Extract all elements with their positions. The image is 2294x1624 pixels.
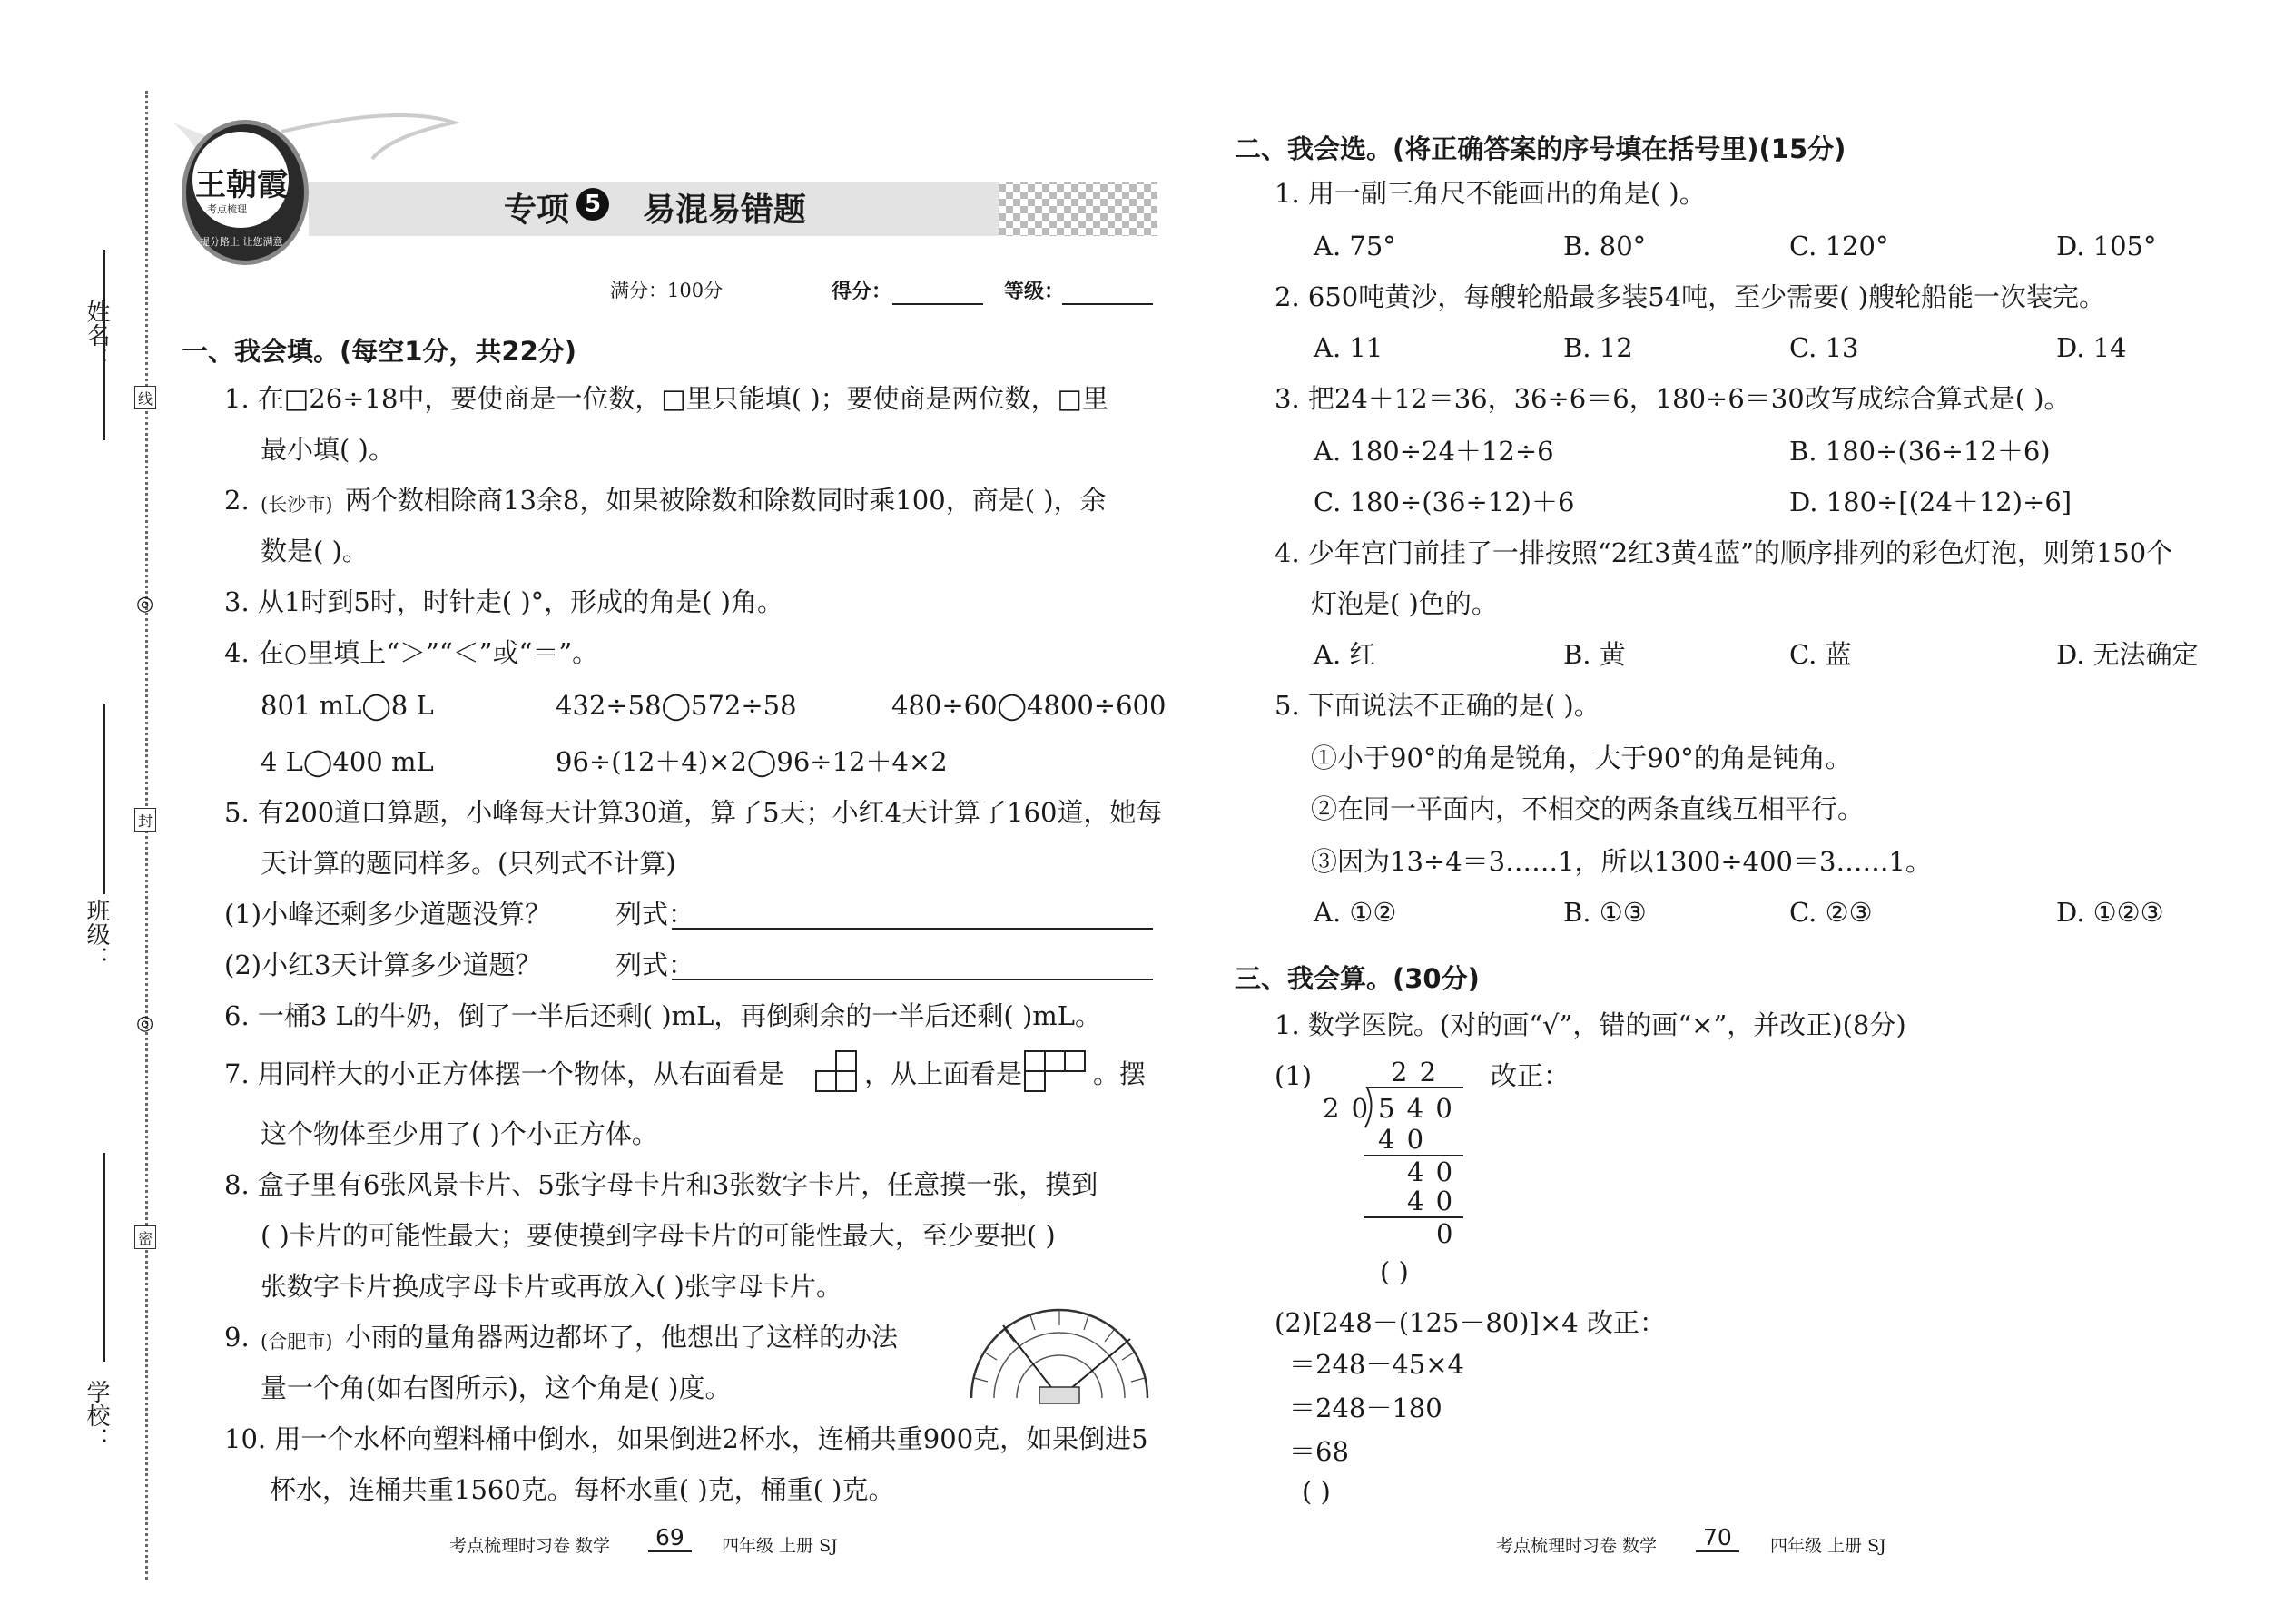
s1-q5-answer-line[interactable] xyxy=(672,979,1153,980)
s1-q5-sub1: (1)小峰还剩多少道题没算？ xyxy=(224,899,552,930)
s1-q6: 6. 一桶3 L的牛奶，倒了一半后还剩( )mL，再倒剩余的一半后还剩( )mL。 xyxy=(224,1000,1102,1031)
s1-q2-line2: 数是( )。 xyxy=(261,536,369,566)
division-step: 4 0 xyxy=(1407,1186,1455,1216)
s1-q10-line2: 杯水，连桶共重1560克。每杯水重( )克，桶重( )克。 xyxy=(270,1474,895,1505)
page-title: 易混易错题 xyxy=(643,192,807,229)
s1-q4-item: 4 L◯400 mL xyxy=(261,746,434,777)
binding-dotted-line xyxy=(145,91,148,1580)
section3-title: 三、我会算。(30分) xyxy=(1235,963,1480,994)
s1-q7-line2: 这个物体至少用了( )个小正方体。 xyxy=(261,1118,658,1149)
s1-q3: 3. 从1时到5时，时针走( )°，形成的角是( )角。 xyxy=(224,586,783,617)
s2-q2-option[interactable]: A. 11 xyxy=(1314,332,1383,363)
score-label: 得分： xyxy=(832,281,892,303)
s1-q7-text1: 7. 用同样大的小正方体摆一个物体，从右面看是 xyxy=(224,1058,784,1089)
name-field[interactable] xyxy=(103,250,105,440)
s3-p2-judge[interactable]: ( ) xyxy=(1302,1476,1331,1507)
s2-q3-option[interactable]: C. 180÷(36÷12)＋6 xyxy=(1314,487,1575,517)
s1-q1-line2: 最小填( )。 xyxy=(261,434,395,465)
binding-hole-icon: ◎ xyxy=(136,593,154,615)
protractor-figure xyxy=(962,1307,1157,1407)
s2-q5-option[interactable]: B. ①③ xyxy=(1563,897,1647,928)
division-divisor: 2 0 xyxy=(1323,1093,1371,1124)
school-label: 学校： xyxy=(83,1380,110,1451)
s1-q4: 4. 在○里填上“＞”“＜”或“＝”。 xyxy=(224,637,599,668)
s1-q4-item: 480÷60◯4800÷600 xyxy=(891,690,1167,721)
s3-p2-step: ＝248－45×4 xyxy=(1289,1349,1465,1380)
s2-q3-option[interactable]: B. 180÷(36÷12＋6) xyxy=(1789,436,2051,467)
s2-q1-option[interactable]: A. 75° xyxy=(1314,231,1396,261)
title-number-badge: 5 xyxy=(576,188,609,221)
s2-q4-option[interactable]: A. 红 xyxy=(1314,639,1376,670)
s2-q1-option[interactable]: C. 120° xyxy=(1789,231,1889,261)
s2-q3-option[interactable]: A. 180÷24＋12÷6 xyxy=(1314,436,1554,467)
s2-q4-option[interactable]: B. 黄 xyxy=(1563,639,1626,670)
school-field[interactable] xyxy=(103,1153,105,1362)
s3-p2-step: ＝68 xyxy=(1289,1436,1349,1467)
s1-q4-item: 96÷(12＋4)×2◯96÷12＋4×2 xyxy=(556,746,948,777)
s1-q2-num: 2. xyxy=(224,485,250,516)
s2-q5-option[interactable]: A. ①② xyxy=(1314,897,1397,928)
s3-p1-fix-label: 改正： xyxy=(1491,1060,1570,1091)
s2-q2-option[interactable]: C. 13 xyxy=(1789,332,1859,363)
name-label: 姓名： xyxy=(83,300,110,370)
section1-title: 一、我会填。(每空1分，共22分) xyxy=(182,336,577,367)
binding-box-feng: 封 xyxy=(134,808,156,832)
s2-q4-line2: 灯泡是( )色的。 xyxy=(1311,588,1498,619)
s3-p2-step: ＝248－180 xyxy=(1289,1393,1442,1423)
s3-q1: 1. 数学医院。(对的画“√”，错的画“×”，并改正)(8分) xyxy=(1275,1009,1906,1040)
s1-q5-line1: 5. 有200道口算题，小峰每天计算30道，算了5天；小红4天计算了160道，她每 xyxy=(224,797,1163,828)
s2-q5-statement: ①小于90°的角是锐角，大于90°的角是钝角。 xyxy=(1311,743,1852,773)
s2-q5-option[interactable]: D. ①②③ xyxy=(2056,897,2164,928)
s1-q1-line1: 1. 在□26÷18中，要使商是一位数，□里只能填( )；要使商是两位数，□里 xyxy=(224,383,1109,414)
class-field[interactable] xyxy=(103,704,105,894)
s3-p1-label: (1) xyxy=(1275,1060,1313,1091)
division-step: 4 0 xyxy=(1407,1156,1455,1187)
s2-q3-option[interactable]: D. 180÷[(24＋12)÷6] xyxy=(1789,487,2072,517)
s1-q5-line2: 天计算的题同样多。(只列式不计算) xyxy=(261,848,676,879)
top-view-icon xyxy=(1023,1049,1090,1095)
s1-q2-tag: (长沙市) xyxy=(261,494,333,516)
s1-q5-formula-label: 列式： xyxy=(615,899,695,930)
s1-q2-line1: 两个数相除商13余8，如果被除数和除数同时乘100，商是( )，余 xyxy=(345,485,1107,516)
s2-q4-option[interactable]: D. 无法确定 xyxy=(2056,639,2199,670)
s1-q5-answer-line[interactable] xyxy=(672,928,1153,930)
s1-q5-sub2: (2)小红3天计算多少道题？ xyxy=(224,950,542,980)
s2-q5-statement: ③因为13÷4＝3……1，所以1300÷400＝3……1。 xyxy=(1311,846,1932,877)
s3-p2-fix-label: 改正： xyxy=(1587,1307,1667,1338)
s1-q8-line3: 张数字卡片换成字母卡片或再放入( )张字母卡片。 xyxy=(261,1271,842,1302)
full-score: 满分：100分 xyxy=(610,280,724,301)
s1-q10-line1: 10. 用一个水杯向塑料桶中倒水，如果倒进2杯水，连桶共重900克，如果倒进5 xyxy=(224,1423,1148,1454)
s3-p1-judge[interactable]: ( ) xyxy=(1380,1256,1409,1287)
s1-q9-line1: 小雨的量角器两边都坏了，他想出了这样的办法 xyxy=(345,1322,899,1353)
section2-title: 二、我会选。(将正确答案的序号填在括号里)(15分) xyxy=(1235,133,1846,164)
s2-q2: 2. 650吨黄沙，每艘轮船最多装54吨，至少需要( )艘轮船能一次装完。 xyxy=(1275,281,2105,312)
s2-q4-option[interactable]: C. 蓝 xyxy=(1789,639,1852,670)
s3-p2-expr: (2)[248－(125－80)]×4 xyxy=(1275,1307,1579,1338)
division-dividend: 5 4 0 xyxy=(1378,1093,1454,1124)
s2-q3: 3. 把24＋12＝36，36÷6＝6，180÷6＝30改写成综合算式是( )。 xyxy=(1275,383,2071,414)
s1-q4-item: 432÷58◯572÷58 xyxy=(556,690,797,721)
logo-brand: 王朝霞 xyxy=(195,167,288,203)
grade-label: 等级： xyxy=(1004,281,1065,303)
s1-q8-line1: 8. 盒子里有6张风景卡片、5张字母卡片和3张数字卡片，任意摸一张，摸到 xyxy=(224,1169,1098,1200)
division-remainder: 0 xyxy=(1436,1218,1453,1249)
score-field[interactable] xyxy=(892,303,983,305)
binding-box-mi: 密 xyxy=(134,1225,156,1249)
logo-badge-bottom: 提分路上 让您满意 xyxy=(200,236,283,248)
footer-left-page: 69 xyxy=(648,1524,692,1552)
division-step: 4 0 xyxy=(1378,1124,1426,1155)
s2-q1: 1. 用一副三角尺不能画出的角是( )。 xyxy=(1275,178,1706,209)
binding-hole-icon: ◎ xyxy=(136,1012,154,1035)
footer-right-grade: 四年级 上册 SJ xyxy=(1770,1536,1886,1556)
right-view-icon xyxy=(814,1049,860,1095)
footer-right-text: 考点梳理时习卷 数学 xyxy=(1496,1536,1658,1556)
s2-q5-statement: ②在同一平面内，不相交的两条直线互相平行。 xyxy=(1311,793,1865,824)
s1-q4-item: 801 mL◯8 L xyxy=(261,690,434,721)
s1-q7-text2: ，从上面看是 xyxy=(864,1058,1023,1089)
division-quotient: 2 2 xyxy=(1391,1057,1439,1088)
footer-right-page: 70 xyxy=(1696,1524,1739,1552)
s1-q9-line2: 量一个角(如右图所示)，这个角是( )度。 xyxy=(261,1373,732,1403)
footer-left-text: 考点梳理时习卷 数学 xyxy=(449,1536,611,1556)
s2-q5: 5. 下面说法不正确的是( )。 xyxy=(1275,690,1600,721)
s1-q7-text3: 。摆 xyxy=(1093,1058,1147,1089)
s2-q1-option[interactable]: D. 105° xyxy=(2056,231,2157,261)
s2-q2-option[interactable]: B. 12 xyxy=(1563,332,1633,363)
grade-field[interactable] xyxy=(1062,303,1153,305)
s2-q4-line1: 4. 少年宫门前挂了一排按照“2红3黄4蓝”的顺序排列的彩色灯泡，则第150个 xyxy=(1275,537,2173,568)
s1-q5-formula-label: 列式： xyxy=(615,950,695,980)
class-label: 班级： xyxy=(83,899,110,969)
s1-q9-num: 9. xyxy=(224,1322,250,1353)
page-title-prefix: 专项 xyxy=(504,192,570,229)
binding-box-xian: 线 xyxy=(134,386,156,409)
s2-q2-option[interactable]: D. 14 xyxy=(2056,332,2127,363)
s2-q1-option[interactable]: B. 80° xyxy=(1563,231,1647,261)
s1-q8-line2: ( )卡片的可能性最大；要使摸到字母卡片的可能性最大，至少要把( ) xyxy=(261,1220,1056,1251)
logo-badge-top: 考点梳理 xyxy=(207,203,247,215)
s1-q9-tag: (合肥市) xyxy=(261,1331,333,1353)
s2-q5-option[interactable]: C. ②③ xyxy=(1789,897,1873,928)
footer-left-grade: 四年级 上册 SJ xyxy=(722,1536,838,1556)
